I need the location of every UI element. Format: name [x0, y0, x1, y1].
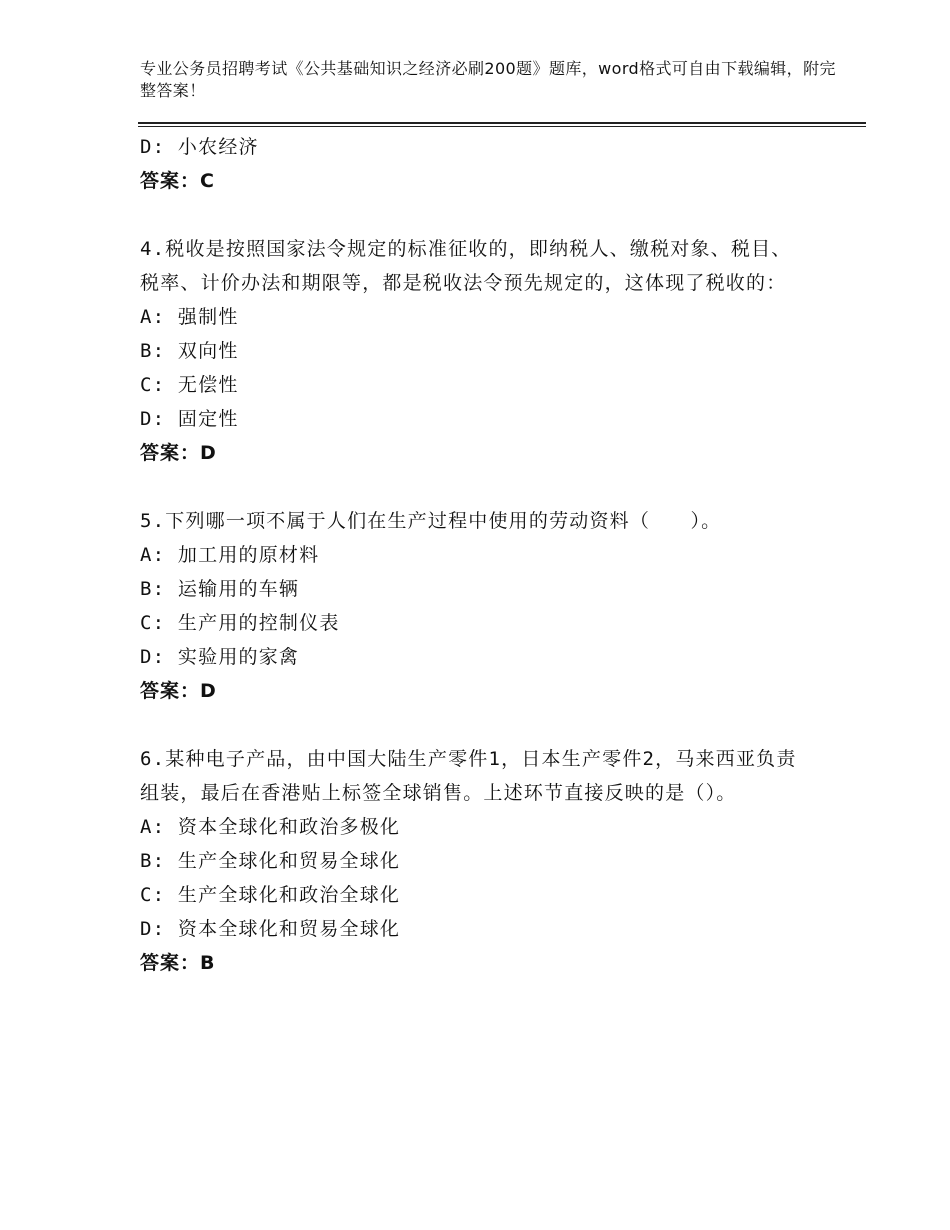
page-header: 专业公务员招聘考试《公共基础知识之经济必刷200题》题库，word格式可自由下载编辑，附完整答案！ [140, 59, 836, 100]
question-6 [140, 742, 810, 980]
question-4-option-a: A: 强制性 [140, 306, 239, 328]
question-6-option-a: A: 资本全球化和政治多极化 [140, 816, 401, 838]
question-3-option-d: D: 小农经济 [140, 136, 259, 158]
header-rule-thick [138, 122, 866, 124]
question-5-answer: 答案：D [140, 680, 217, 702]
spacer [140, 708, 810, 742]
question-6-option-d: D: 资本全球化和贸易全球化 [140, 918, 401, 940]
spacer [140, 470, 810, 504]
question-6-option-b: B: 生产全球化和贸易全球化 [140, 850, 401, 872]
question-4-stem: 4.税收是按照国家法令规定的标准征收的，即纳税人、缴税对象、税目、税率、计价办法和期限等，都是税收法令预先规定的，这体现了税收的： [140, 238, 792, 294]
question-3-tail [140, 130, 810, 198]
question-3-answer: 答案：C [140, 170, 215, 192]
question-5-option-c: C: 生产用的控制仪表 [140, 612, 340, 634]
question-6-stem: 6.某种电子产品，由中国大陆生产零件1，日本生产零件2，马来西亚负责组装，最后在香港贴上标签全球销售。上述环节直接反映的是（）。 [140, 748, 797, 804]
header-rule-thin [138, 126, 866, 127]
question-4 [140, 232, 810, 470]
question-4-option-b: B: 双向性 [140, 340, 239, 362]
question-6-option-c: C: 生产全球化和政治全球化 [140, 884, 401, 906]
spacer [140, 198, 810, 232]
question-5-option-b: B: 运输用的车辆 [140, 578, 300, 600]
question-5-option-d: D: 实验用的家禽 [140, 646, 300, 668]
question-5-option-a: A: 加工用的原材料 [140, 544, 320, 566]
question-4-answer: 答案：D [140, 442, 217, 464]
question-5 [140, 504, 810, 708]
question-5-stem: 5.下列哪一项不属于人们在生产过程中使用的劳动资料（ ）。 [140, 510, 722, 532]
question-4-option-c: C: 无偿性 [140, 374, 239, 396]
question-content [140, 130, 810, 980]
question-4-option-d: D: 固定性 [140, 408, 239, 430]
question-6-answer: 答案：B [140, 952, 216, 974]
